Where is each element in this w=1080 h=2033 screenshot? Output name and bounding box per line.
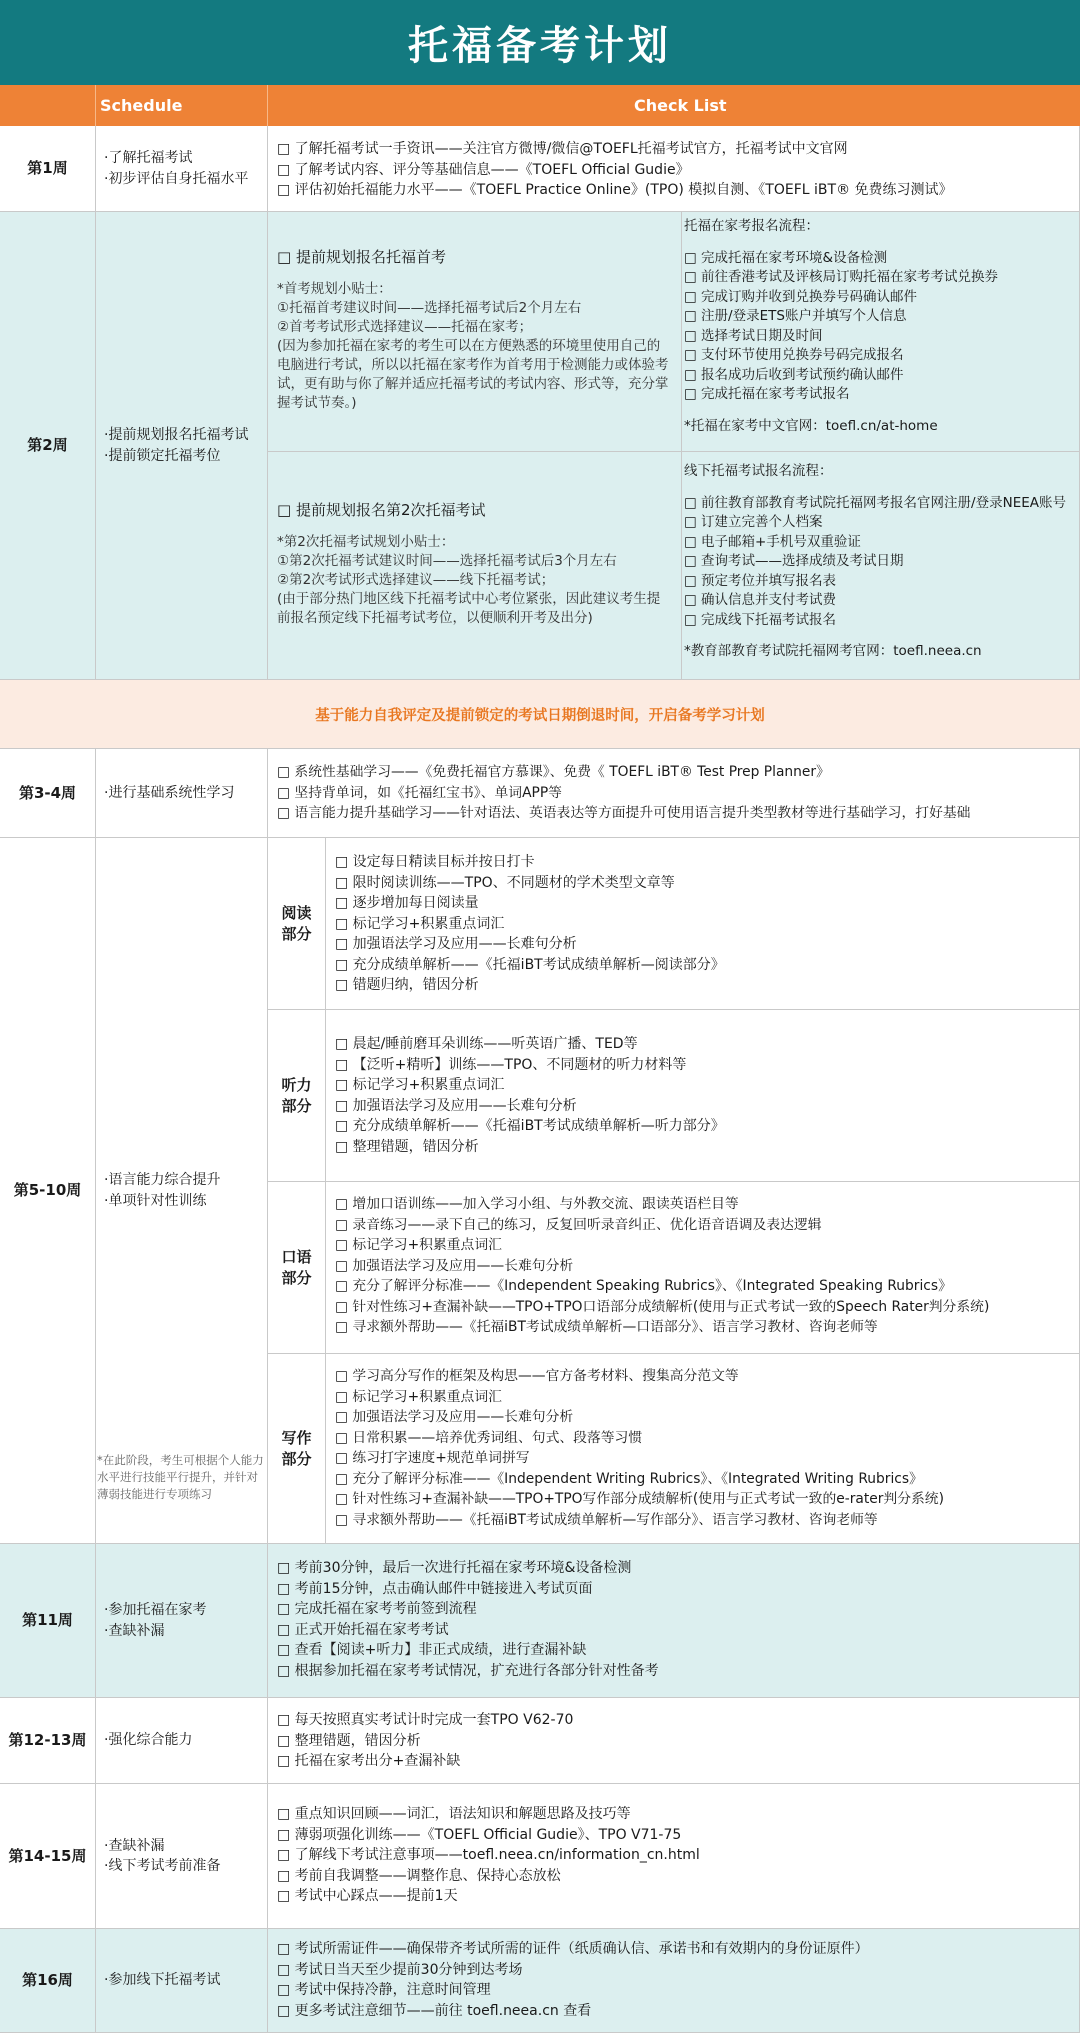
section-label-writing: 写作 部分	[268, 1354, 326, 1544]
plan-heading: □ 提前规划报名托福首考	[277, 248, 446, 266]
check-item: □ 完成托福在家考考前签到流程	[277, 1601, 477, 1617]
check-item: □ 了解线下考试注意事项——toefl.neea.cn/information_cn.html	[277, 1847, 700, 1863]
check-item: □ 录音练习——录下自己的练习，反复回听录音纠正、优化语音语调及表达逻辑	[335, 1216, 822, 1233]
check-item: □ 考试中心踩点——提前1天	[277, 1888, 458, 1904]
official-site: *托福在家考中文官网：toefl.cn/at-home	[684, 417, 938, 434]
checklist-cell	[268, 1929, 1080, 2033]
tip-line: (由于部分热门地区线下托福考试中心考位紧张，因此建议考生提前报名预定线下托福考试考位，以便顺利开考及出分)	[277, 590, 661, 626]
step-item: □ 完成订购并收到兑换券号码确认邮件	[684, 288, 918, 305]
steps-title: 线下托福考试报名流程：	[684, 463, 833, 479]
step-item: □ 完成线下托福考试报名	[684, 611, 837, 628]
schedule-item: ·单项针对性训练	[104, 1192, 207, 1209]
step-item: □ 完成托福在家考环境&设备检测	[684, 249, 888, 266]
check-item: □ 针对性练习+查漏补缺——TPO+TPO口语部分成绩解析(使用与正式考试一致的Speech Rater判分系统)	[335, 1298, 990, 1315]
check-item: □ 充分成绩单解析——《托福iBT考试成绩单解析—听力部分》	[335, 1118, 725, 1134]
tip-line: ②首考考试形式选择建议——托福在家考；	[277, 318, 533, 335]
check-item: □ 寻求额外帮助——《托福iBT考试成绩单解析—口语部分》、语言学习教材、咨询老师等	[335, 1319, 878, 1335]
schedule-item: ·提前锁定托福考位	[104, 447, 221, 464]
home-exam-steps	[682, 212, 1080, 452]
schedule-cell	[96, 212, 268, 680]
step-item: □ 前往教育部教育考试院托福网考报名官网注册/登录NEEA账号	[684, 494, 1066, 511]
schedule-item: ·查缺补漏	[104, 1837, 165, 1854]
schedule-item: ·语言能力综合提升	[104, 1172, 221, 1188]
schedule-item: ·参加托福在家考	[104, 1602, 207, 1618]
week-label: 第16周	[0, 1929, 96, 2033]
check-item: □ 整理错题，错因分析	[277, 1732, 421, 1749]
check-item: □ 充分了解评分标准——《Independent Writing Rubrics》、《Integrated Writing Rubrics》	[335, 1470, 923, 1487]
week-label: 第3-4周	[0, 749, 96, 838]
schedule-cell	[96, 838, 268, 1544]
step-item: □ 前往香港考试及评核局订购托福在家考考试兑换券	[684, 269, 999, 285]
checklist-cell	[268, 1698, 1080, 1784]
check-item: □ 标记学习+积累重点词汇	[335, 1388, 502, 1405]
check-item: □ 重点知识回顾——词汇，语法知识和解题思路及技巧等	[277, 1806, 631, 1822]
schedule-cell	[96, 1929, 268, 2033]
schedule-item: ·参加线下托福考试	[104, 1972, 221, 1989]
check-item: □ 根据参加托福在家考考试情况，扩充进行各部分针对性备考	[277, 1662, 659, 1679]
check-item: □ 寻求额外帮助——《托福iBT考试成绩单解析—写作部分》、语言学习教材、咨询老师等	[335, 1511, 878, 1528]
schedule-item: ·初步评估自身托福水平	[104, 170, 249, 187]
check-item: □ 加强语法学习及应用——长难句分析	[335, 936, 577, 952]
check-item: □ 加强语法学习及应用——长难句分析	[335, 1409, 574, 1425]
week-label: 第2周	[0, 212, 96, 680]
check-item: □ 系统性基础学习——《免费托福官方慕课》、免费《 TOEFL iBT® Test Prep Planner》	[277, 764, 830, 780]
step-item: □ 选择考试日期及时间	[684, 327, 823, 344]
check-item: □ 语言能力提升基础学习——针对语法、英语表达等方面提升可使用语言提升类型教材等进行基础学习，打好基础	[277, 805, 971, 821]
schedule-cell	[96, 1698, 268, 1784]
week-label: 第1周	[0, 126, 96, 212]
week-label: 第5-10周	[0, 838, 96, 1544]
check-item: □ 加强语法学习及应用——长难句分析	[335, 1097, 577, 1114]
check-item: □ 考试所需证件——确保带齐考试所需的证件（纸质确认信、承诺书和有效期内的身份证原件）	[277, 1941, 869, 1957]
check-item: □ 日常积累——培养优秀词组、句式、段落等习惯	[335, 1429, 643, 1446]
tip-line: ①第2次托福考试建议时间——选择托福考试后3个月左右	[277, 552, 617, 569]
checklist-cell	[268, 1544, 1080, 1698]
schedule-item: ·查缺补漏	[104, 1622, 165, 1639]
check-item: □ 加强语法学习及应用——长难句分析	[335, 1257, 574, 1274]
stage-note: *在此阶段，考生可根据个人能力水平进行技能平行提升，并针对薄弱技能进行专项练习	[97, 1453, 264, 1501]
step-item: □ 确认信息并支付考试费	[684, 592, 837, 608]
tip-line: *首考规划小贴士：	[277, 280, 392, 297]
check-item: □ 考试中保持冷静，注意时间管理	[277, 1982, 491, 1998]
header-checklist: Check List	[634, 96, 727, 115]
checklist-cell	[268, 126, 1080, 212]
step-item: □ 支付环节使用兑换券号码完成报名	[684, 347, 904, 363]
page-title: 托福备考计划	[408, 23, 672, 69]
week-label: 第11周	[0, 1544, 96, 1698]
check-item: □ 查看【阅读+听力】非正式成绩，进行查漏补缺	[277, 1642, 587, 1658]
step-item: □ 查询考试——选择成绩及考试日期	[684, 553, 904, 569]
second-exam-plan	[268, 452, 682, 680]
schedule-item: ·了解托福考试	[104, 150, 193, 166]
listening-tasks	[326, 1010, 1080, 1182]
steps-title: 托福在家考报名流程：	[684, 218, 819, 234]
check-item: □ 更多考试注意细节——前往 toefl.neea.cn 查看	[277, 2002, 592, 2019]
check-item: □ 托福在家考出分+查漏补缺	[277, 1753, 461, 1769]
section-label-reading: 阅读 部分	[268, 838, 326, 1010]
week-label: 第12-13周	[0, 1698, 96, 1784]
header-divider	[267, 85, 268, 126]
check-item: □ 标记学习+积累重点词汇	[335, 915, 505, 932]
tip-line: ②第2次考试形式选择建议——线下托福考试；	[277, 571, 555, 588]
speaking-tasks	[326, 1182, 1080, 1354]
step-item: □ 注册/登录ETS账户并填写个人信息	[684, 308, 907, 324]
check-item: □ 设定每日精读目标并按日打卡	[335, 854, 535, 870]
check-item: □ 充分成绩单解析——《托福iBT考试成绩单解析—阅读部分》	[335, 956, 725, 973]
writing-tasks	[326, 1354, 1080, 1544]
check-item: □ 晨起/睡前磨耳朵训练——听英语广播、TED等	[335, 1036, 638, 1052]
schedule-item: ·提前规划报名托福考试	[104, 427, 249, 443]
check-item: □ 正式开始托福在家考考试	[277, 1621, 449, 1638]
official-site: *教育部教育考试院托福网考官网：toefl.neea.cn	[684, 643, 982, 659]
offline-exam-steps	[682, 452, 1080, 680]
checklist-cell	[268, 749, 1080, 838]
check-item: □ 充分了解评分标准——《Independent Speaking Rubrics》、《Integrated Speaking Rubrics》	[335, 1278, 952, 1294]
week-label: 第14-15周	[0, 1784, 96, 1929]
check-item: □ 学习高分写作的框架及构思——官方备考材料、搜集高分范文等	[335, 1368, 739, 1384]
step-item: □ 订建立完善个人档案	[684, 514, 823, 530]
title-bar	[0, 0, 1080, 85]
reading-tasks	[326, 838, 1080, 1010]
check-item: □ 了解托福考试一手资讯——关注官方微博/微信@TOEFL托福考试官方，托福考试中文官网	[277, 141, 848, 157]
check-item: □ 考前30分钟，最后一次进行托福在家考环境&设备检测	[277, 1560, 632, 1576]
check-item: □ 坚持背单词，如《托福红宝书》、单词APP等	[277, 784, 562, 801]
check-item: □ 考前15分钟，点击确认邮件中链接进入考试页面	[277, 1580, 593, 1597]
schedule-cell	[96, 1784, 268, 1929]
step-item: □ 电子邮箱+手机号双重验证	[684, 533, 861, 550]
step-item: □ 报名成功后收到考试预约确认邮件	[684, 366, 904, 383]
header-row	[0, 85, 1080, 126]
check-item: □ 【泛听+精听】训练——TPO、不同题材的听力材料等	[335, 1056, 687, 1073]
check-item: □ 评估初始托福能力水平——《TOEFL Practice Online》(TPO) 模拟自测、《TOEFL iBT® 免费练习测试》	[277, 182, 953, 198]
check-item: □ 练习打字速度+规范单词拼写	[335, 1450, 530, 1466]
schedule-cell	[96, 126, 268, 212]
tip-line: *第2次托福考试规划小贴士：	[277, 533, 455, 550]
step-item: □ 完成托福在家考考试报名	[684, 386, 850, 402]
schedule-cell	[96, 1544, 268, 1698]
plan-heading: □ 提前规划报名第2次托福考试	[277, 501, 486, 519]
check-item: □ 了解考试内容、评分等基础信息——《TOEFL Official Gudie》	[277, 161, 690, 178]
header-divider	[95, 85, 96, 126]
check-item: □ 每天按照真实考试计时完成一套TPO V62-70	[277, 1712, 574, 1728]
section-label-speaking: 口语 部分	[268, 1182, 326, 1354]
first-exam-plan	[268, 212, 682, 452]
section-label-listening: 听力 部分	[268, 1010, 326, 1182]
check-item: □ 标记学习+积累重点词汇	[335, 1237, 502, 1253]
tip-line: ①托福首考建议时间——选择托福考试后2个月左右	[277, 299, 582, 316]
header-schedule: Schedule	[100, 96, 183, 115]
check-item: □ 整理错题，错因分析	[335, 1138, 479, 1155]
schedule-item: ·线下考试考前准备	[104, 1858, 221, 1874]
schedule-cell	[96, 749, 268, 838]
check-item: □ 考试日当天至少提前30分钟到达考场	[277, 1961, 523, 1978]
step-item: □ 预定考位并填写报名表	[684, 572, 837, 589]
tip-line: (因为参加托福在家考的考生可以在方便熟悉的环境里使用自己的电脑进行考试，所以以托福在家考作为首考用于检测能力或体验考试，更有助与你了解并适应托福考试的考试内容、形式等，充分掌握考试节奏。)	[277, 337, 669, 411]
check-item: □ 逐步增加每日阅读量	[335, 895, 479, 911]
checklist-cell	[268, 1784, 1080, 1929]
check-item: □ 增加口语训练——加入学习小组、与外教交流、跟读英语栏目等	[335, 1196, 739, 1212]
schedule-item: ·强化综合能力	[104, 1732, 193, 1749]
check-item: □ 标记学习+积累重点词汇	[335, 1077, 505, 1093]
study-plan-banner: 基于能力自我评定及提前锁定的考试日期倒退时间，开启备考学习计划	[0, 680, 1080, 749]
check-item: □ 薄弱项强化训练——《TOEFL Official Gudie》、TPO V71-75	[277, 1826, 682, 1843]
check-item: □ 针对性练习+查漏补缺——TPO+TPO写作部分成绩解析(使用与正式考试一致的e-rater判分系统)	[335, 1491, 944, 1507]
check-item: □ 限时阅读训练——TPO、不同题材的学术类型文章等	[335, 874, 675, 891]
check-item: □ 错题归纳，错因分析	[335, 977, 479, 993]
check-item: □ 考前自我调整——调整作息、保持心态放松	[277, 1867, 561, 1884]
schedule-item: ·进行基础系统性学习	[104, 784, 235, 801]
